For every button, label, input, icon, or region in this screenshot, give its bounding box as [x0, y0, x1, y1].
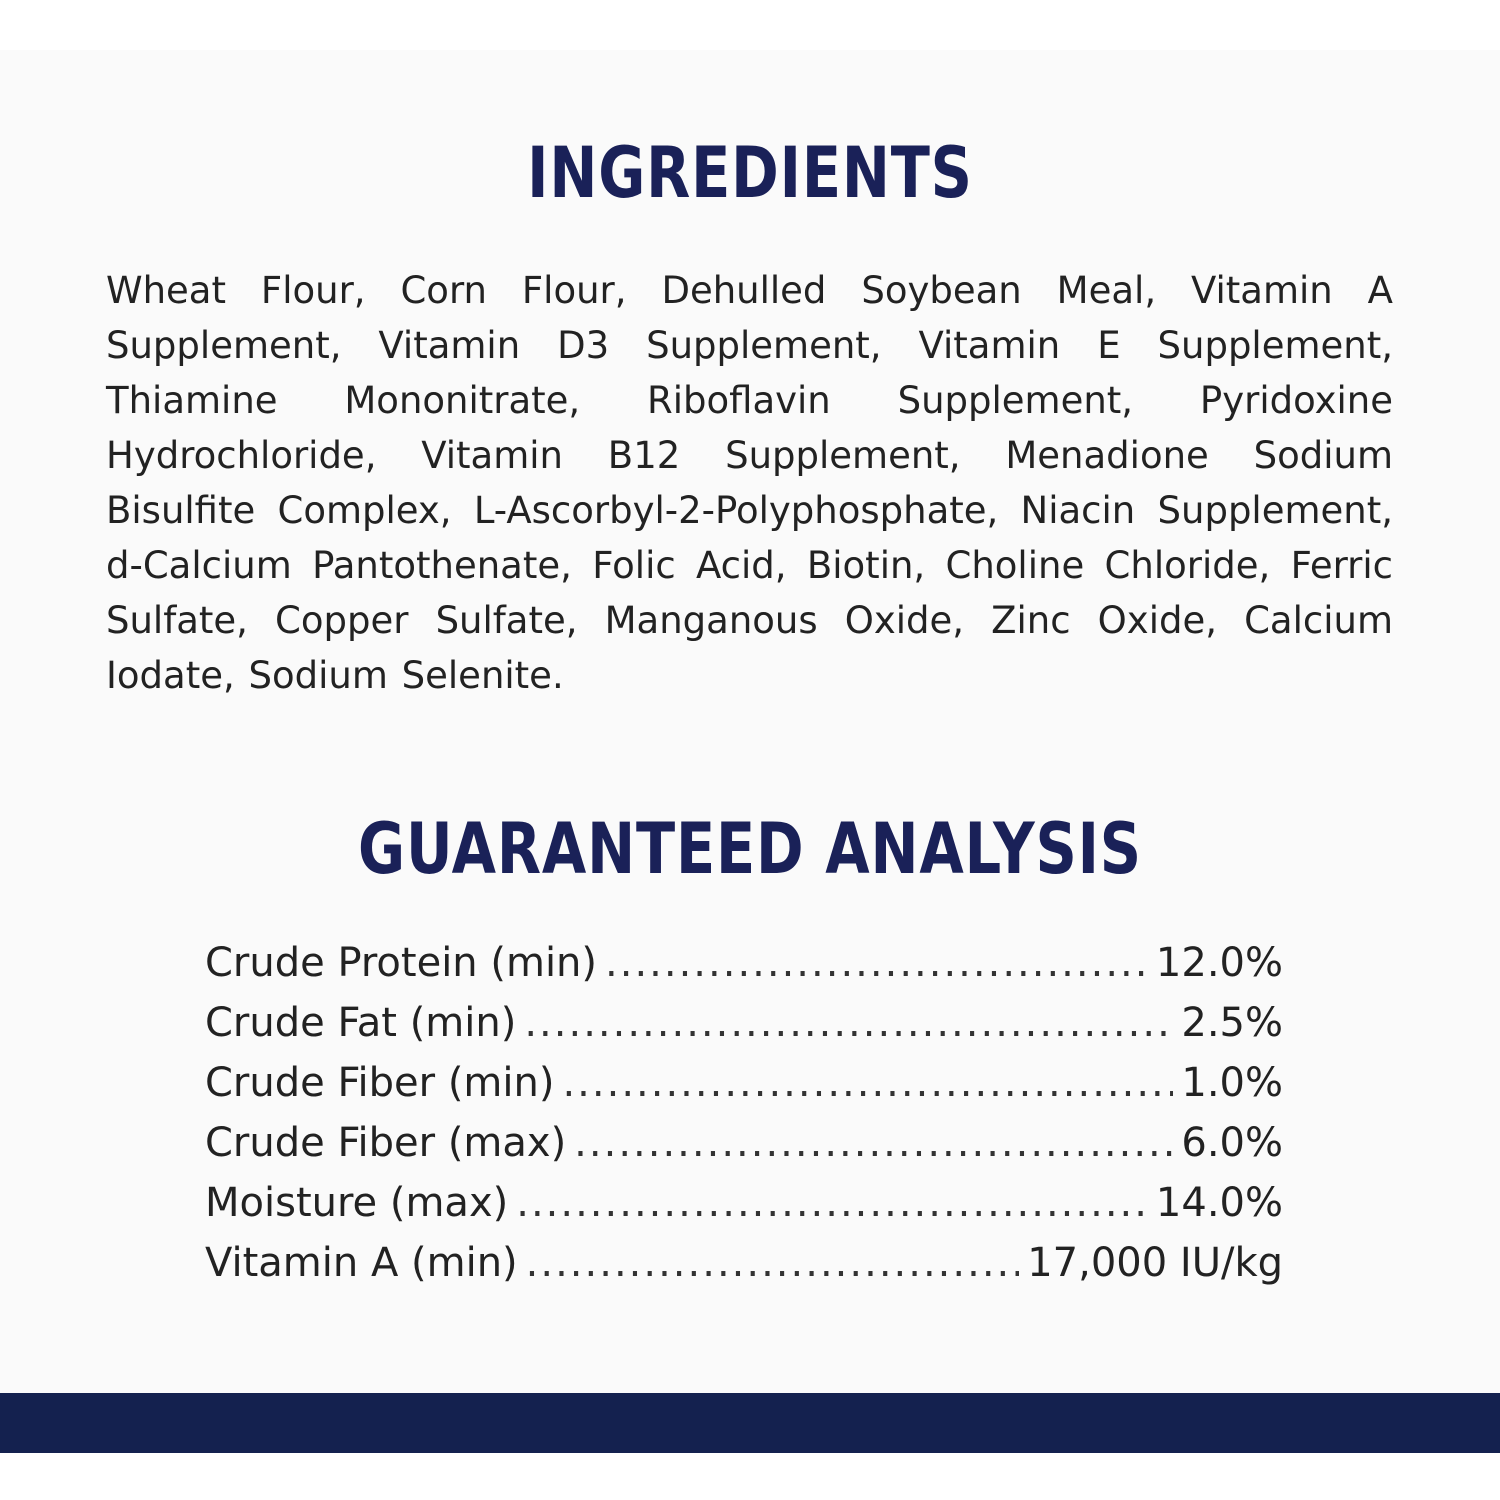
analysis-label: Crude Fiber (max) [205, 1120, 567, 1166]
guaranteed-analysis-table [205, 940, 1283, 1300]
dot-leader [526, 1240, 1020, 1286]
analysis-row-vitamin-a-min [205, 1240, 1283, 1300]
ingredients-list: Wheat Flour, Corn Flour, Dehulled Soybean Meal, Vitamin A Supplement, Vitamin D3 Supplement, Vitamin E Supplement, Thiamine Mononitrate, Riboflavin Supplement, Pyridoxine Hydrochloride, Vitamin B12 Supplement, Menadione Sodium Bisulfite Complex, L-Ascorbyl-2-Polyphosphate, Niacin Supplement, d-Calcium Pantothenate, Folic Acid, Biotin, Choline Chloride, Ferric Sulfate, Copper Sulfate, Manganous Oxide, Zinc Oxide, Calcium Iodate, Sodium Selenite. [106, 269, 1393, 697]
analysis-value: 12.0% [1155, 940, 1283, 986]
analysis-label: Vitamin A (min) [205, 1240, 518, 1286]
dot-leader [605, 940, 1148, 986]
ingredients-heading: INGREDIENTS [527, 132, 973, 214]
analysis-label: Crude Fiber (min) [205, 1060, 555, 1106]
dot-leader [516, 1180, 1148, 1226]
guaranteed-analysis-heading: GUARANTEED ANALYSIS [358, 808, 1142, 890]
analysis-value: 2.5% [1181, 1000, 1283, 1046]
dot-leader [574, 1120, 1173, 1166]
analysis-value: 1.0% [1181, 1060, 1283, 1106]
label-panel [0, 50, 1500, 1393]
bottom-color-bar [0, 1393, 1500, 1453]
analysis-value: 14.0% [1155, 1180, 1283, 1226]
analysis-row-crude-fat-min [205, 1000, 1283, 1060]
analysis-row-crude-fiber-max [205, 1120, 1283, 1180]
dot-leader [562, 1060, 1173, 1106]
analysis-row-crude-protein-min [205, 940, 1283, 1000]
analysis-label: Crude Fat (min) [205, 1000, 517, 1046]
dot-leader [524, 1000, 1173, 1046]
analysis-row-moisture-max [205, 1180, 1283, 1240]
analysis-value: 17,000 IU/kg [1027, 1240, 1283, 1286]
analysis-row-crude-fiber-min [205, 1060, 1283, 1120]
analysis-label: Crude Protein (min) [205, 940, 598, 986]
analysis-value: 6.0% [1181, 1120, 1283, 1166]
analysis-label: Moisture (max) [205, 1180, 509, 1226]
